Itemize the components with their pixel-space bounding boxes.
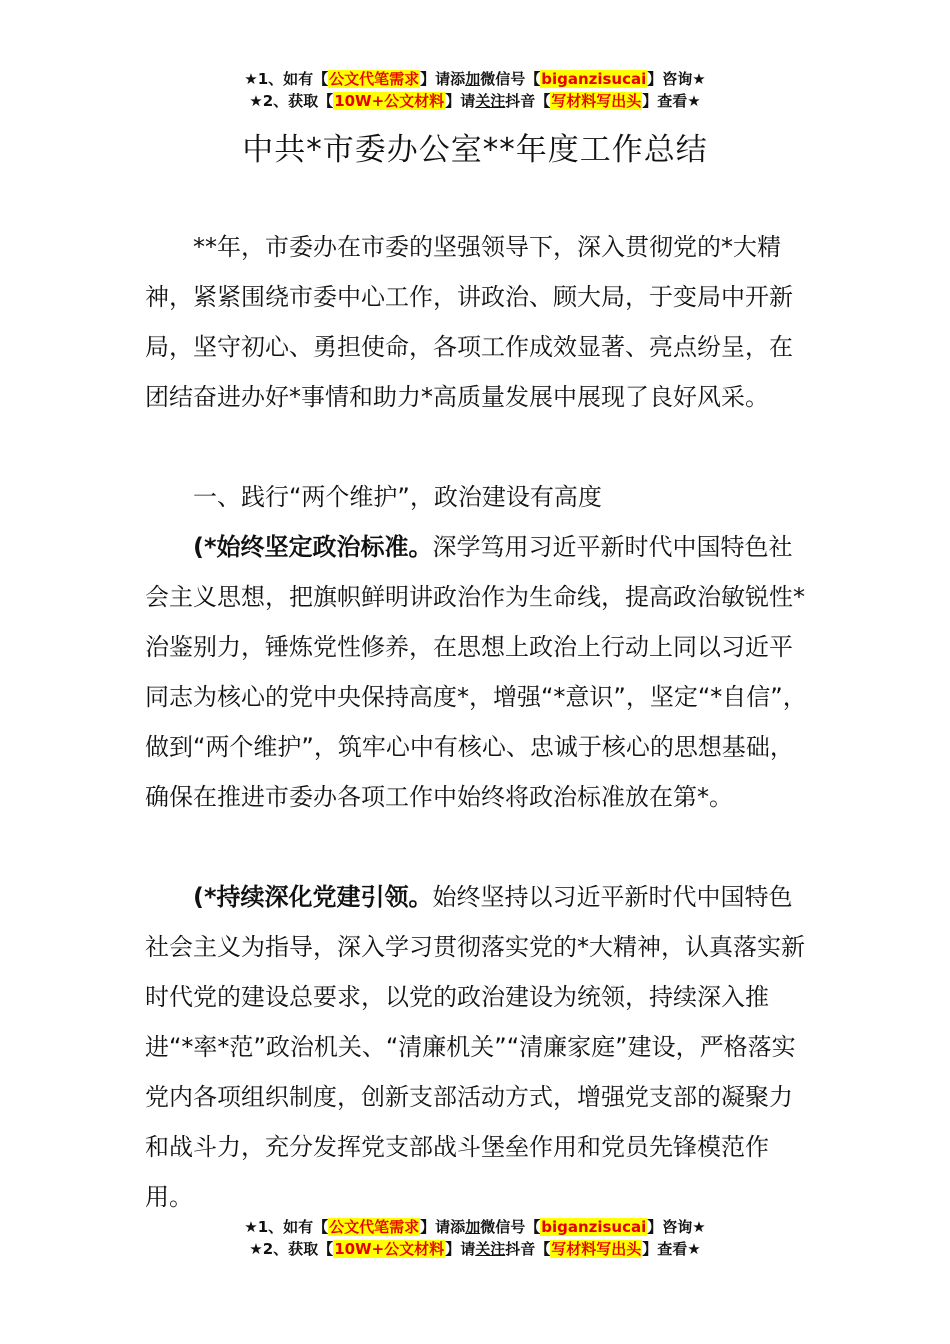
promo-text: 】咨询★ (647, 70, 706, 88)
promo-text: 】查看★ (642, 1240, 701, 1258)
promo-text: 】咨询★ (647, 1218, 706, 1236)
promo-text: ★2、获取【 (249, 92, 334, 110)
item-paragraph-1 (145, 522, 810, 822)
document-title: 中共*市委办公室**年度工作总结 (242, 132, 708, 168)
wechat-id: biganzisucai (541, 1218, 647, 1236)
promo-banner-top (0, 68, 950, 112)
promo-text: 】查看★ (642, 92, 701, 110)
promo-underline: 加 (465, 70, 481, 88)
promo-text: 抖音【 (505, 92, 551, 110)
item-lead: (*始终坚定政治标准。 (193, 533, 433, 561)
promo-underline: 关注 (475, 1240, 506, 1258)
promo-underline: 加 (465, 1218, 481, 1236)
wechat-id: biganzisucai (541, 70, 647, 88)
promo-highlight: 10W+公文材料 (334, 1240, 445, 1258)
promo-text: ★1、如有【 (244, 70, 329, 88)
promo-line-1 (0, 68, 950, 90)
promo-highlight: 10W+公文材料 (334, 92, 445, 110)
intro-paragraph: **年，市委办在市委的坚强领导下，深入贯彻党的*大精神，紧紧围绕市委中心工作，讲政治、顾大局，于变局中开新局，坚守初心、勇担使命，各项工作成效显著、亮点纷呈，在团结奋进办好*事情和助力*高质量发展中展现了良好风采。 (145, 233, 793, 411)
promo-text: ★2、获取【 (249, 1240, 334, 1258)
section-heading: 一、践行“两个维护”，政治建设有高度 (193, 483, 602, 511)
promo-line-2 (0, 1238, 950, 1260)
item-paragraph-2 (145, 872, 810, 1222)
douyin-account: 写材料写出头 (551, 92, 642, 110)
promo-text: 】请添 (420, 1218, 466, 1236)
promo-line-1 (0, 1216, 950, 1238)
promo-highlight: 公文代笔需求 (329, 1218, 420, 1236)
promo-text: ★1、如有【 (244, 1218, 329, 1236)
item-text: 深学笃用习近平新时代中国特色社会主义思想，把旗帜鲜明讲政治作为生命线，提高政治敏锐性*治鉴别力，锤炼党性修养，在思想上政治上行动上同以习近平同志为核心的党中央保持高度*，增强“*意识”，坚定“*自信”，做到“两个维护”，筑牢心中有核心、忠诚于核心的思想基础，确保在推进市委办各项工作中始终将政治标准放在第*。 (145, 533, 807, 811)
promo-text: 抖音【 (505, 1240, 551, 1258)
promo-text: 】请 (445, 1240, 476, 1258)
promo-text: 微信号【 (480, 70, 541, 88)
promo-underline: 关注 (475, 92, 506, 110)
promo-text: 】请 (445, 92, 476, 110)
promo-line-2 (0, 90, 950, 112)
douyin-account: 写材料写出头 (551, 1240, 642, 1258)
promo-text: 】请添 (420, 70, 466, 88)
promo-highlight: 公文代笔需求 (329, 70, 420, 88)
item-text: 始终坚持以习近平新时代中国特色社会主义为指导，深入学习贯彻落实党的*大精神，认真落实新时代党的建设总要求，以党的政治建设为统领，持续深入推进“*率*范”政治机关、“清廉机关”“清廉家庭”建设，严格落实党内各项组织制度，创新支部活动方式，增强党支部的凝聚力和战斗力，充分发挥党支部战斗堡垒作用和党员先锋模范作用。 (145, 883, 805, 1211)
promo-banner-bottom (0, 1216, 950, 1260)
promo-text: 微信号【 (480, 1218, 541, 1236)
item-lead: (*持续深化党建引领。 (193, 883, 433, 911)
